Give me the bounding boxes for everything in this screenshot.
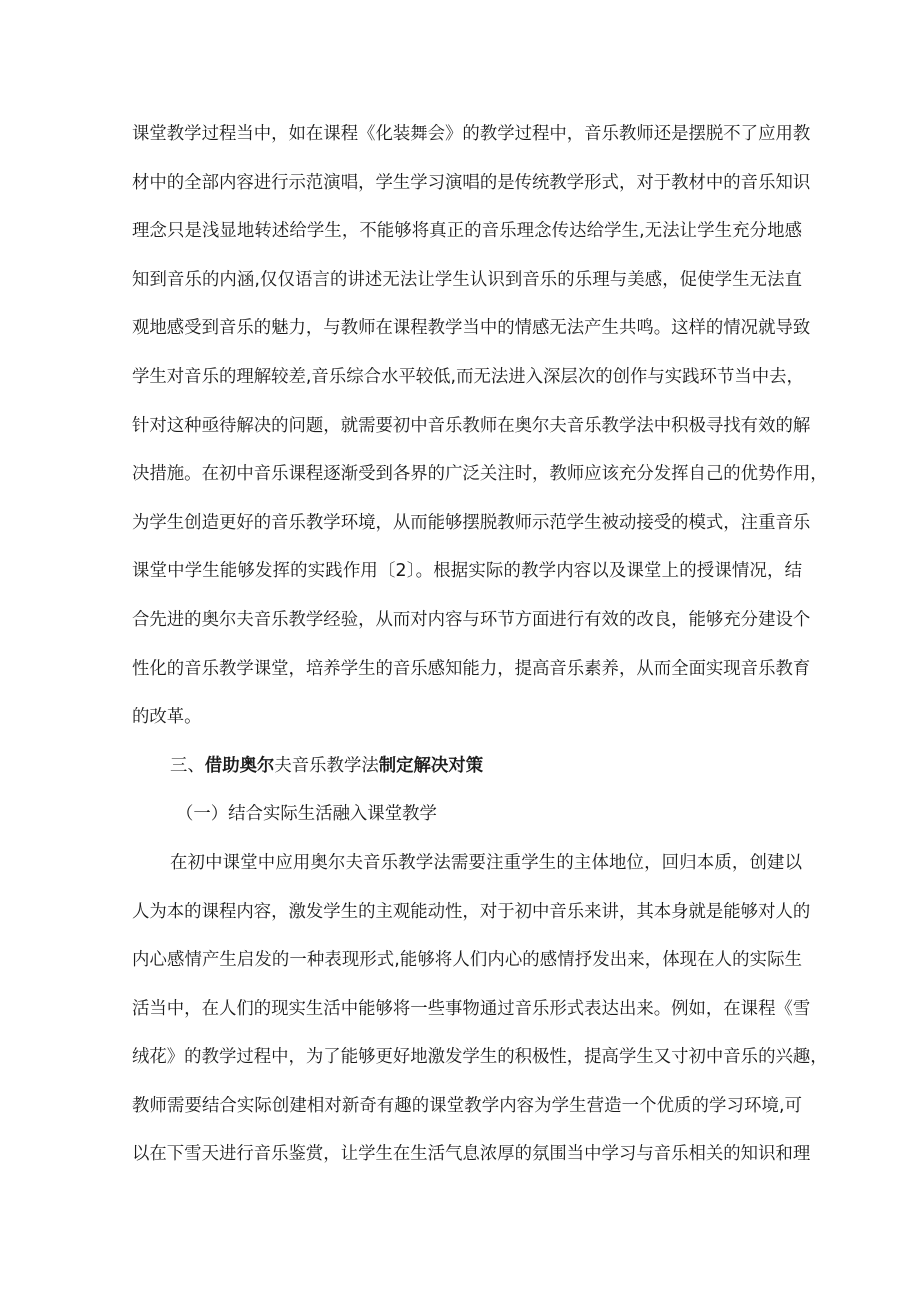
paragraph-line: 针对这种亟待解决的问题，就需要初中音乐教师在奥尔夫音乐教学法中积极寻找有效的解 <box>132 415 811 436</box>
paragraph-line: 性化的音乐教学课堂，培养学生的音乐感知能力，提高音乐素养，从而全面实现音乐教育 <box>132 658 811 679</box>
section-heading <box>132 742 802 791</box>
paragraph-line: 绒花》的教学过程中，为了能够更好地激发学生的积极性，提高学生又寸初中音乐的兴趣， <box>132 1047 828 1068</box>
paragraph-line: 活当中，在人们的现实生活中能够将一些事物通过音乐形式表达出来。例如，在课程《雪 <box>132 998 811 1019</box>
paragraph-2 <box>132 839 828 1179</box>
paragraph-line: 为学生创造更好的音乐教学环境，从而能够摆脱教师示范学生被动接受的模式，注重音乐 <box>132 512 811 533</box>
section-heading-prefix: 三、 <box>170 755 205 776</box>
paragraph-line: 在初中课堂中应用奥尔夫音乐教学法需要注重学生的主体地位，回归本质，创建以 <box>170 852 802 873</box>
paragraph-line: 观地感受到音乐的魅力，与教师在课程教学当中的情感无法产生共鸣。这样的情况就导致 <box>132 318 811 339</box>
section-heading-normal-part: 夫音乐教学法 <box>274 755 379 776</box>
section-heading-bold-part: 制定解决对策 <box>378 755 484 776</box>
paragraph-line: 材中的全部内容进行示范演唱，学生学习演唱的是传统教学形式，对于教材中的音乐知识 <box>132 172 811 193</box>
paragraph-line: 学生对音乐的理解较差,音乐综合水平较低,而无法进入深层次的创作与实践环节当中去， <box>132 366 804 387</box>
paragraph-line: 课堂教学过程当中，如在课程《化装舞会》的教学过程中，音乐教师还是摆脱不了应用教 <box>132 124 811 144</box>
paragraph-line: 以在下雪天进行音乐鉴赏，让学生在生活气息浓厚的氛围当中学习与音乐相关的知识和理 <box>132 1144 811 1165</box>
paragraph-line: 内心感情产生启发的一种表现形式,能够将人们内心的感情抒发出来，体现在人的实际生 <box>132 950 802 971</box>
subsection-heading: （一）结合实际生活融入课堂教学 <box>176 804 437 825</box>
paragraph-line: 理念只是浅显地转述给学生，不能够将真正的音乐理念传达给学生,无法让学生充分地感 <box>132 221 802 242</box>
paragraph-line: 教师需要结合实际创建相对新奇有趣的课堂教学内容为学生营造一个优质的学习环境,可 <box>132 1095 802 1116</box>
paragraph-line: 人为本的课程内容，激发学生的主观能动性，对于初中音乐来讲，其本身就是能够对人的 <box>132 901 811 922</box>
paragraph-line: 决措施。在初中音乐课程逐渐受到各界的广泛关注时，教师应该充分发挥自己的优势作用， <box>132 464 828 485</box>
paragraph-line: 合先进的奥尔夫音乐教学经验，从而对内容与环节方面进行有效的改良，能够充分建设个 <box>132 609 811 630</box>
section-heading-bold-part: 借助奥尔 <box>204 755 275 776</box>
paragraph-line: 的改革。 <box>132 707 202 728</box>
paragraph-line: 课堂中学生能够发挥的实践作用〔2〕。根据实际的教学内容以及课堂上的授课情况，结 <box>132 561 802 582</box>
paragraph-line: 知到音乐的内涵,仅仅语言的讲述无法让学生认识到音乐的乐理与美感，促使学生无法直 <box>132 269 802 290</box>
paragraph-1 <box>132 110 828 742</box>
